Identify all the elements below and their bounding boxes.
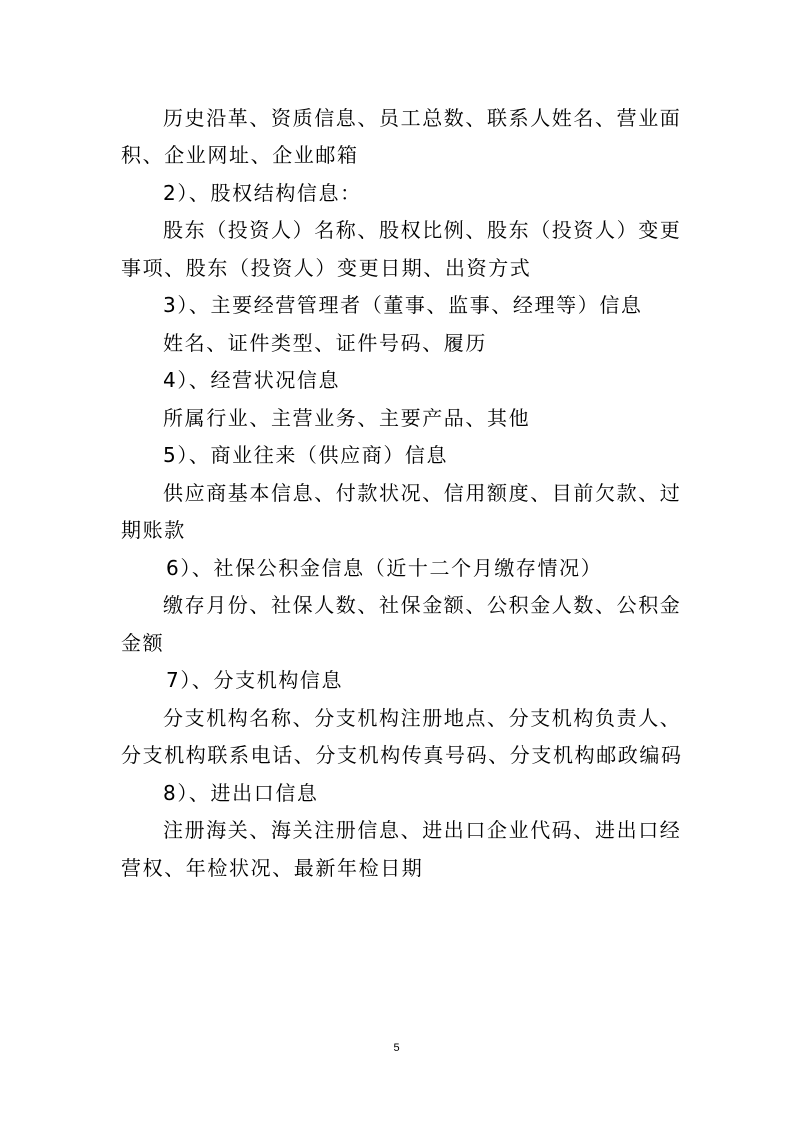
text-line-branch-contacts: 分支机构联系电话、分支机构传真号码、分支机构邮政编码 xyxy=(121,743,683,767)
text-line-operations-fields: 所属行业、主营业务、主要产品、其他 xyxy=(163,406,531,430)
text-line-overdue: 期账款 xyxy=(121,518,186,542)
section-heading-equity: 2）、股权结构信息： xyxy=(163,181,362,205)
text-line-amount: 金额 xyxy=(121,631,165,655)
page-number: 5 xyxy=(393,1042,400,1054)
section-heading-operations: 4）、经营状况信息 xyxy=(163,368,341,392)
text-line-supplier-fields: 供应商基本信息、付款状况、信用额度、目前欠款、过 xyxy=(163,481,682,505)
text-line-area: 积、企业网址、企业邮箱 xyxy=(121,143,359,167)
section-heading-management: 3）、主要经营管理者（董事、监事、经理等）信息 xyxy=(163,293,643,317)
text-line-social-security-fields: 缴存月份、社保人数、社保金额、公积金人数、公积金 xyxy=(163,593,682,617)
text-line-shareholders: 股东（投资人）名称、股权比例、股东（投资人）变更 xyxy=(163,218,682,242)
text-line-management-fields: 姓名、证件类型、证件号码、履历 xyxy=(163,331,487,355)
text-line-branch-fields: 分支机构名称、分支机构注册地点、分支机构负责人、 xyxy=(163,706,682,730)
section-heading-social-security: 6）、社保公积金信息（近十二个月缴存情况） xyxy=(166,556,603,580)
text-line-history: 历史沿革、资质信息、员工总数、联系人姓名、营业面 xyxy=(163,106,682,130)
text-line-customs: 注册海关、海关注册信息、进出口企业代码、进出口经 xyxy=(163,818,682,842)
section-heading-import-export: 8）、进出口信息 xyxy=(163,781,319,805)
section-heading-branches: 7）、分支机构信息 xyxy=(166,668,344,692)
text-line-annual-inspection: 营权、年检状况、最新年检日期 xyxy=(121,856,424,880)
section-heading-suppliers: 5）、商业往来（供应商）信息 xyxy=(163,443,449,467)
text-line-shareholder-changes: 事项、股东（投资人）变更日期、出资方式 xyxy=(121,256,532,280)
